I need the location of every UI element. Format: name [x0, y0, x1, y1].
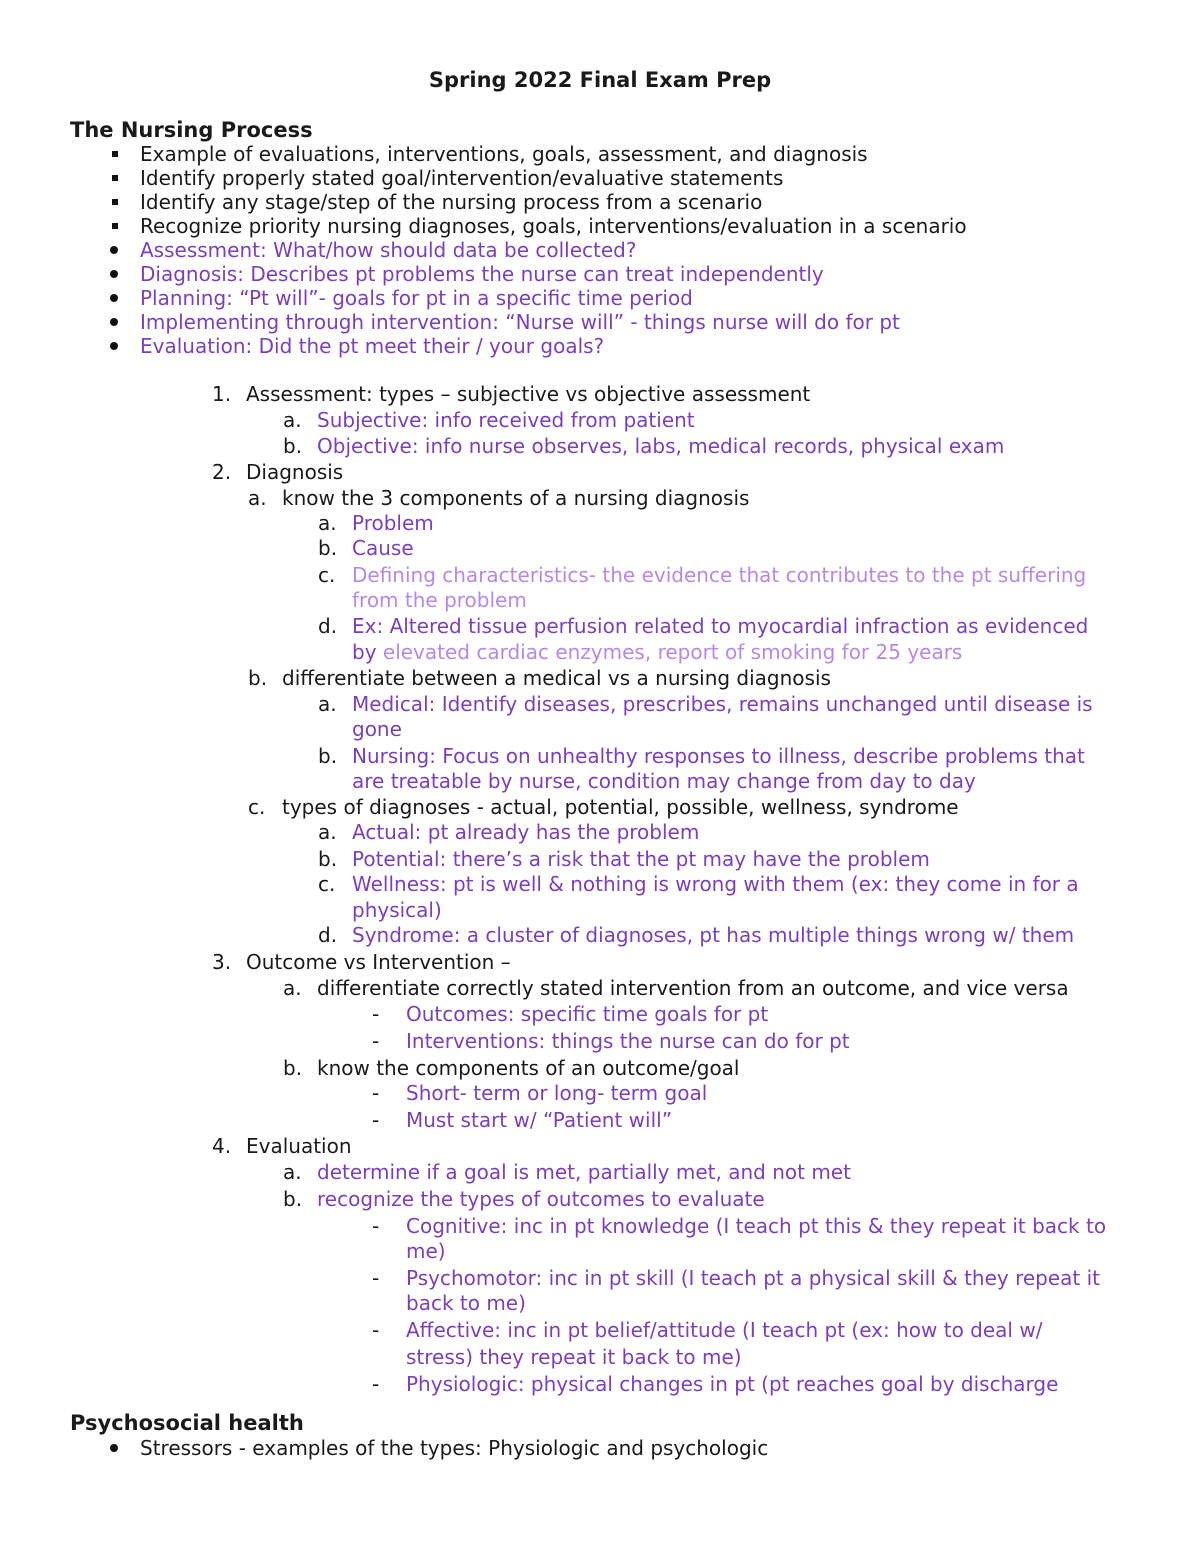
list-item: Wellness: pt is well & nothing is wrong with them (ex: they come in for a: [352, 872, 1079, 896]
list-item: Example of evaluations, interventions, goals, assessment, and diagnosis: [140, 142, 868, 166]
list-item: Stressors - examples of the types: Physiologic and psychologic: [140, 1436, 769, 1460]
list-number: 1.: [212, 382, 232, 406]
section-heading-nursing-process: The Nursing Process: [70, 118, 313, 142]
list-item: recognize the types of outcomes to evaluate: [317, 1187, 765, 1211]
list-item: Must start w/ “Patient will”: [406, 1108, 673, 1132]
list-item: determine if a goal is met, partially met, and not met: [317, 1160, 851, 1184]
list-item: Cause: [352, 536, 414, 560]
list-item: Defining characteristics- the evidence that contributes to the pt suffering: [352, 563, 1087, 587]
list-item: Outcomes: specific time goals for pt: [406, 1002, 769, 1026]
list-item: differentiate between a medical vs a nursing diagnosis: [282, 666, 831, 690]
list-item: Assessment: What/how should data be collected?: [140, 238, 637, 262]
list-letter: a.: [283, 1160, 302, 1184]
example-text-part: myocardial infraction as evidenced: [737, 614, 1089, 638]
list-item: Physiologic: physical changes in pt (pt reaches goal by discharge: [406, 1372, 1059, 1396]
list-item: Planning: “Pt will”- goals for pt in a specific time period: [140, 286, 693, 310]
list-letter: b.: [283, 1187, 303, 1211]
list-dash: -: [372, 1108, 380, 1132]
list-item: [352, 614, 1088, 638]
list-item: Identify any stage/step of the nursing process from a scenario: [140, 190, 763, 214]
list-item-continuation: me): [406, 1239, 446, 1263]
list-item: Medical: Identify diseases, prescribes, remains unchanged until disease is: [352, 692, 1093, 716]
list-letter: c.: [248, 795, 266, 819]
example-text-part: elevated cardiac enzymes, report of smoking for 25 years: [382, 640, 963, 664]
list-dash: -: [372, 1318, 380, 1342]
list-letter: a.: [318, 820, 337, 844]
example-text-part: Ex: Altered tissue perfusion related to: [352, 614, 732, 638]
list-number: 4.: [212, 1134, 232, 1158]
list-item-continuation: [352, 640, 962, 664]
list-item-continuation: gone: [352, 717, 402, 741]
list-letter: d.: [318, 614, 338, 638]
list-letter: b.: [283, 434, 303, 458]
list-item: types of diagnoses - actual, potential, possible, wellness, syndrome: [282, 795, 959, 819]
list-item: Potential: there’s a risk that the pt may have the problem: [352, 847, 930, 871]
list-item: Identify properly stated goal/intervention/evaluative statements: [140, 166, 784, 190]
list-dash: -: [372, 1266, 380, 1290]
list-letter: a.: [283, 976, 302, 1000]
document-title: Spring 2022 Final Exam Prep: [428, 68, 772, 92]
list-item-continuation: physical): [352, 898, 442, 922]
list-item: Diagnosis: [246, 460, 344, 484]
list-dash: -: [372, 1372, 380, 1396]
list-letter: a.: [318, 692, 337, 716]
list-item-continuation: stress) they repeat it back to me): [406, 1345, 742, 1369]
list-letter: b.: [318, 847, 338, 871]
list-item: Evaluation: [246, 1134, 352, 1158]
list-letter: b.: [318, 744, 338, 768]
list-item: Problem: [352, 511, 434, 535]
list-letter: c.: [318, 872, 336, 896]
list-letter: a.: [248, 486, 267, 510]
list-dash: -: [372, 1029, 380, 1053]
list-item: know the 3 components of a nursing diagnosis: [282, 486, 750, 510]
list-item: Objective: info nurse observes, labs, medical records, physical exam: [317, 434, 1005, 458]
list-item: differentiate correctly stated intervention from an outcome, and vice versa: [317, 976, 1069, 1000]
list-item-continuation: are treatable by nurse, condition may change from day to day: [352, 769, 976, 793]
list-letter: a.: [318, 511, 337, 535]
list-number: 3.: [212, 950, 232, 974]
list-item: Subjective: info received from patient: [317, 408, 695, 432]
list-letter: a.: [283, 408, 302, 432]
list-item-continuation: back to me): [406, 1291, 526, 1315]
list-dash: -: [372, 1214, 380, 1238]
list-item: Short- term or long- term goal: [406, 1081, 708, 1105]
list-letter: b.: [248, 666, 268, 690]
list-item: Outcome vs Intervention –: [246, 950, 511, 974]
list-item: Nursing: Focus on unhealthy responses to illness, describe problems that: [352, 744, 1085, 768]
list-item: Affective: inc in pt belief/attitude (I teach pt (ex: how to deal w/: [406, 1318, 1043, 1342]
list-item: Evaluation: Did the pt meet their / your goals?: [140, 334, 605, 358]
list-item: Syndrome: a cluster of diagnoses, pt has multiple things wrong w/ them: [352, 923, 1075, 947]
list-item: Assessment: types – subjective vs objective assessment: [246, 382, 811, 406]
list-item: Recognize priority nursing diagnoses, goals, interventions/evaluation in a scenario: [140, 214, 967, 238]
list-letter: b.: [283, 1056, 303, 1080]
list-item-continuation: from the problem: [352, 588, 527, 612]
list-letter: b.: [318, 536, 338, 560]
list-item: Implementing through intervention: “Nurse will” - things nurse will do for pt: [140, 310, 900, 334]
example-text-part: by: [352, 640, 377, 664]
list-letter: c.: [318, 563, 336, 587]
list-item: Diagnosis: Describes pt problems the nurse can treat independently: [140, 262, 824, 286]
list-dash: -: [372, 1081, 380, 1105]
list-item: Psychomotor: inc in pt skill (I teach pt a physical skill & they repeat it: [406, 1266, 1101, 1290]
list-dash: -: [372, 1002, 380, 1026]
list-letter: d.: [318, 923, 338, 947]
list-item: Interventions: things the nurse can do for pt: [406, 1029, 850, 1053]
list-item: Actual: pt already has the problem: [352, 820, 700, 844]
list-item: Cognitive: inc in pt knowledge (I teach pt this & they repeat it back to: [406, 1214, 1107, 1238]
list-number: 2.: [212, 460, 232, 484]
list-item: know the components of an outcome/goal: [317, 1056, 740, 1080]
section-heading-psychosocial-health: Psychosocial health: [70, 1411, 304, 1435]
